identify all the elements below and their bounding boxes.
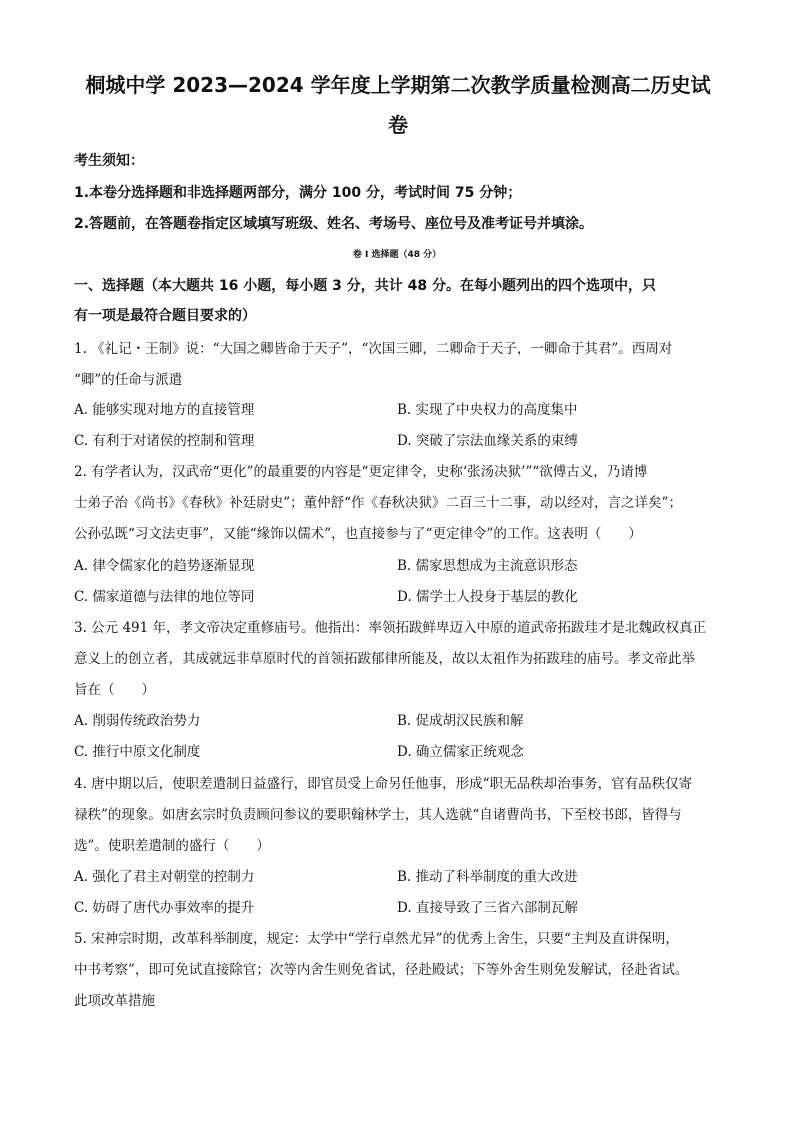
question-5-stem-line-3: 此项改革措施 — [74, 993, 155, 1009]
question-5-stem-line-2: 中书考察”，即可免试直接除官；次等内舍生则免省试，径赴殿试；下等外舍生则免发解试，径赴省试。 — [74, 962, 689, 978]
question-1-option-a: A. 能够实现对地方的直接管理 — [74, 402, 255, 418]
question-4-stem-line-1: 4. 唐中期以后，使职差遣制日益盛行，即官员受上命另任他事，形成“职无品秩却治事务，官有品秩仅寄 — [74, 776, 693, 792]
exam-title-line-1: 桐城中学 2023—2024 学年度上学期第二次教学质量检测高二历史试 — [85, 73, 711, 97]
notice-item-1: 1.本卷分选择题和非选择题两部分，满分 100 分，考试时间 75 分钟； — [74, 185, 522, 201]
question-2-stem-line-1: 2. 有学者认为，汉武帝“更化”的最重要的内容是“更定律令，史称‘张汤决狱’”“欲傅古义，乃请博 — [74, 464, 648, 480]
question-3-stem-line-1: 3. 公元 491 年，孝文帝决定重修庙号。他指出：率领拓跋鲜卑迈入中原的道武帝拓跋珪才是北魏政权真正 — [74, 620, 707, 636]
question-4-option-b: B. 推动了科举制度的重大改进 — [397, 869, 578, 885]
question-3-option-d: D. 确立儒家正统观念 — [397, 744, 524, 760]
question-4-stem-line-2: 禄秩”的现象。如唐玄宗时负责顾问参议的要职翰林学士，其人选就“自诸曹尚书，下至校书郎，皆得与 — [74, 807, 682, 823]
question-2-option-a: A. 律令儒家化的趋势逐渐显现 — [74, 558, 255, 574]
question-2-stem-line-2: 士弟子治《尚书》《春秋》补廷尉史”；董仲舒“作《春秋决狱》二百三十二事，动以经对，言之详矣”； — [74, 495, 682, 511]
question-4-option-c: C. 妨碍了唐代办事效率的提升 — [74, 900, 255, 916]
question-2-option-b: B. 儒家思想成为主流意识形态 — [397, 558, 578, 574]
question-3-stem-line-2: 意义上的创立者，其成就远非草原时代的首领拓跋郁律所能及，故以太祖作为拓跋珪的庙号。孝文帝此举 — [74, 651, 695, 667]
question-2-option-d: D. 儒学士人投身于基层的教化 — [397, 589, 578, 605]
question-4-option-a: A. 强化了君主对朝堂的控制力 — [74, 869, 255, 885]
question-1-stem-line-2: “卿”的任命与派遣 — [74, 372, 183, 388]
notice-heading: 考生须知： — [74, 153, 144, 169]
question-3-option-b: B. 促成胡汉民族和解 — [397, 713, 524, 729]
question-4-stem-line-3: 选”。使职差遣制的盛行（ ） — [74, 838, 270, 854]
question-1-option-b: B. 实现了中央权力的高度集中 — [397, 402, 578, 418]
question-4-option-d: D. 直接导致了三省六部制瓦解 — [397, 900, 578, 916]
question-3-option-c: C. 推行中原文化制度 — [74, 744, 201, 760]
section-instruction-line-1: 一、选择题（本大题共 16 小题，每小题 3 分，共计 48 分。在每小题列出的四个选项中，只 — [74, 278, 656, 294]
question-5-stem-line-1: 5. 宋神宗时期，改革科举制度，规定：太学中“学行卓然尤异”的优秀上舍生，只要“主判及直讲保明， — [74, 931, 679, 947]
question-1-stem-line-1: 1. 《礼记・王制》说：“大国之卿皆命于天子”，“次国三卿，二卿命于天子，一卿命于其君”。西周对 — [74, 341, 673, 357]
section-instruction-line-2: 有一项是最符合题目要求的） — [74, 308, 256, 324]
question-1-option-c: C. 有利于对诸侯的控制和管理 — [74, 433, 255, 449]
notice-item-2: 2.答题前，在答题卷指定区域填写班级、姓名、考场号、座位号及准考证号并填涂。 — [74, 216, 594, 232]
section-title: 卷 I 选择题（48 分） — [352, 250, 442, 260]
question-3-option-a: A. 削弱传统政治势力 — [74, 713, 201, 729]
question-1-option-d: D. 突破了宗法血缘关系的束缚 — [397, 433, 578, 449]
question-3-stem-line-3: 旨在（ ） — [74, 682, 155, 698]
exam-title-line-2: 卷 — [388, 113, 408, 137]
question-2-option-c: C. 儒家道德与法律的地位等同 — [74, 589, 255, 605]
question-2-stem-line-3: 公孙弘既“习文法吏事”，又能“缘饰以儒术”，也直接参与了“更定律令”的工作。这表明（ ） — [74, 526, 642, 542]
